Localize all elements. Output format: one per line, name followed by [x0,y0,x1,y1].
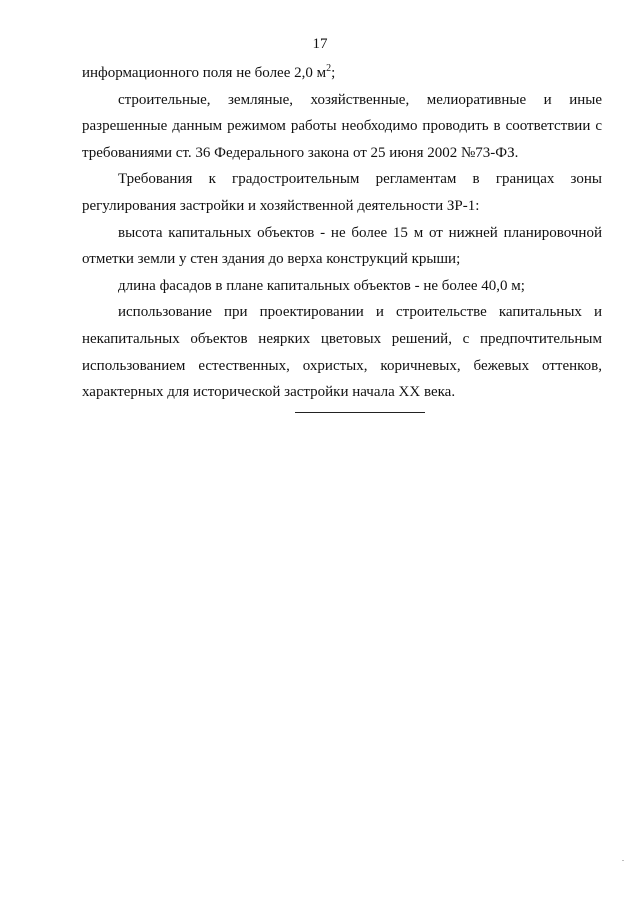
text-line: Требования к градостроительным регламентам в границах зоны [118,171,602,188]
text-line: использованием естественных, охристых, коричневых, бежевых оттенков, [82,357,602,374]
text-line: отметки земли у стен здания до верха конструкций крыши; [82,251,461,268]
text-line: высота капитальных объектов - не более 15 м от нижней планировочной [118,224,602,241]
text-line: разрешенные данным режимом работы необходимо проводить в соответствии с [82,118,602,135]
scan-speck: . [622,854,624,863]
paragraph-height-limit [82,220,602,273]
closing-rule [295,412,425,413]
paragraph-color-solutions [82,299,602,405]
paragraph-facade-length [82,273,602,300]
text-line: некапитальных объектов неярких цветовых решений, с предпочтительным [82,330,602,347]
page-number: 17 [312,36,328,52]
text-line: длина фасадов в плане капитальных объектов - не более 40,0 м; [118,277,525,294]
superscript: 2 [326,63,332,74]
text-line: характерных для исторической застройки начала XX века. [82,384,456,401]
text-line: строительные, земляные, хозяйственные, мелиоративные и иные [118,91,602,108]
text-run: информационного поля не более 2,0 м [82,65,327,81]
text-line: регулирования застройки и хозяйственной деятельности ЗР-1: [82,197,480,214]
paragraph-construction-works [82,87,602,167]
paragraph-continuation [82,60,602,87]
text-line [82,60,602,87]
text-line: использование при проектировании и строительстве капитальных и [118,304,602,321]
document-body [82,60,602,406]
text-run: ; [331,65,336,81]
text-line: требованиями ст. 36 Федерального закона от 25 июня 2002 №73-ФЗ. [82,144,519,161]
paragraph-zone-requirements [82,166,602,219]
